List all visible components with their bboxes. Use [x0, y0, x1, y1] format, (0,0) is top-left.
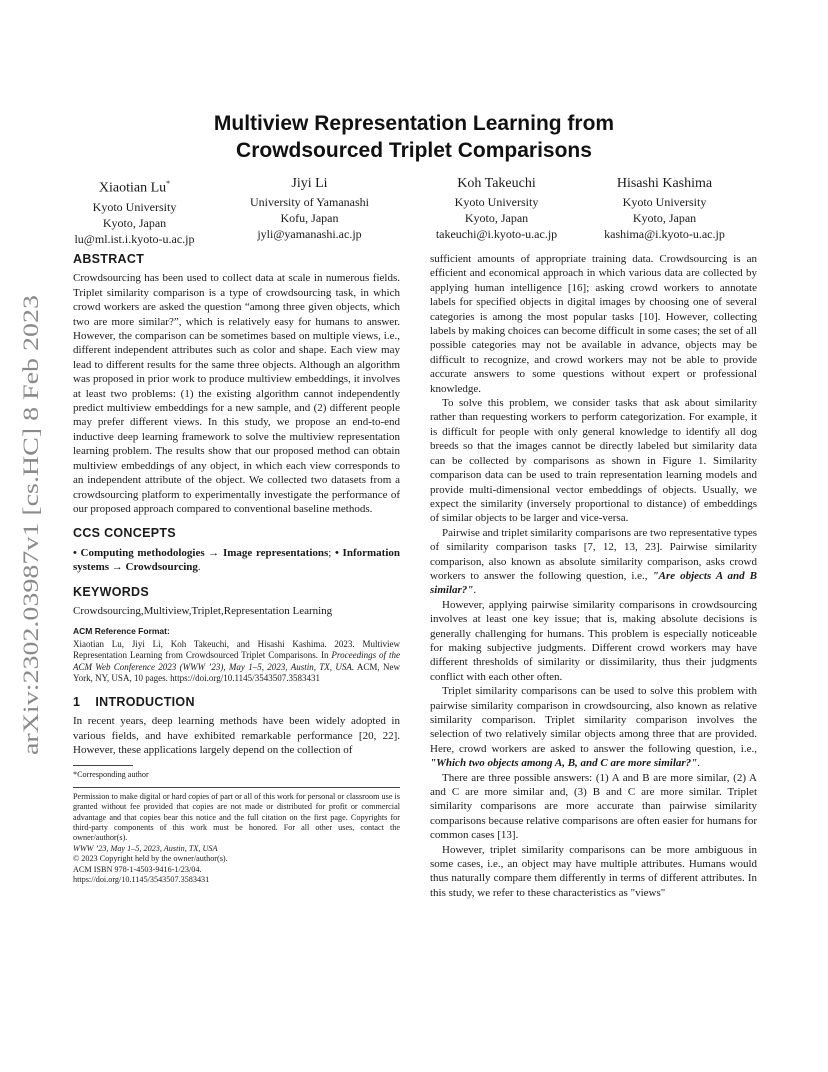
intro-paragraph-4: However, applying pairwise similarity comparisons in crowdsourcing involves at least one key issue; that is, making absolute decisions is generally challenging for humans. This problem is especially noticeable for making subjective judgments. Different crowd workers may have different thresholds of similarity or dissimilarity, thus their judgments conflict with each other often. — [430, 598, 757, 683]
corresponding-author-note: *Corresponding author — [73, 770, 149, 780]
pairwise-question: "Are objects A and B similar?" — [430, 569, 757, 597]
ccs-concept-1: • Computing methodologies → Image representations — [73, 546, 329, 559]
author-affiliation: Kyoto University — [454, 195, 539, 209]
arxiv-sidebar-stamp — [8, 290, 48, 760]
triplet-question: "Which two objects among A, B, and C are more similar?" — [430, 757, 698, 770]
author-location: Kyoto, Japan — [102, 215, 167, 230]
acm-reference-heading: ACM Reference Format: — [73, 626, 170, 637]
intro-paragraph-7: However, triplet similarity comparisons can be more ambiguous in some cases, i.e., an object may have multiple attributes. Humans would thus naturally compare them differently in terms of different attributes. In this study, we refer to these characteristics as "views" — [430, 843, 757, 899]
title-line-2: Crowdsourced Triplet Comparisons — [236, 139, 592, 162]
isbn-line: ACM ISBN 978-1-4503-9416-1/23/04. — [73, 864, 202, 874]
introduction-heading: 1 INTRODUCTION — [73, 694, 195, 709]
author-email: lu@ml.ist.i.kyoto-u.ac.jp — [74, 231, 195, 246]
acm-reference-text: Xiaotian Lu, Jiyi Li, Koh Takeuchi, and Hisashi Kashima. 2023. Multiview Representation Learning from Crowdsourced Triplet Comparisons. In Proceedings of the ACM Web Conference 2023 (WWW ’23), May 1–5, 2023, Austin, TX, USA. ACM, New York, NY, USA, 10 pages. https://doi.org/10.1145/3543507.3583431 — [73, 638, 400, 684]
author-name: Jiyi Li — [291, 176, 328, 191]
arxiv-stamp-svg — [8, 290, 48, 760]
title-line-1: Multiview Representation Learning from — [213, 112, 615, 135]
author-email: takeuchi@i.kyoto-u.ac.jp — [435, 227, 558, 241]
left-column — [73, 252, 400, 885]
author-2 — [222, 174, 397, 242]
author-email: jyli@yamanashi.ac.jp — [257, 227, 362, 241]
acm-reference-venue: Proceedings of the ACM Web Conference 2023 (WWW ’23), May 1–5, 2023, Austin, TX, USA. — [73, 650, 400, 672]
intro-paragraph-6: There are three possible answers: (1) A and B are more similar, (2) A and C are more similar and, (3) B and C are more similar. Triplet similarity comparisons are more accurate than pairwise similarity comparisons because relative comparisons are often easier for humans for common cases [13]. — [430, 771, 757, 842]
keywords-text: Crowdsourcing,Multiview,Triplet,Representation Learning — [73, 604, 333, 617]
author-name: Hisashi Kashima — [616, 176, 713, 191]
intro-paragraph-3: Pairwise and triplet similarity comparisons are two representative types of similarity comparison tasks [7, 12, 13, 23]. Pairwise similarity comparison, also known as absolute similarity comparison, asks crowd workers to answer the following question, i.e., "Are objects A and B similar?". — [430, 526, 757, 597]
author-name: Koh Takeuchi — [457, 176, 536, 191]
author-3 — [409, 174, 584, 242]
keywords-heading: KEYWORDS — [73, 584, 150, 599]
footnote-rule — [73, 765, 133, 766]
author-location: Kyoto, Japan — [632, 211, 697, 225]
arxiv-id-text: arXiv:2302.03987v1 [cs.HC] 8 Feb 2023 — [18, 393, 43, 755]
intro-paragraph-continued: sufficient amounts of appropriate training data. Crowdsourcing is an efficient and economical approach in which various data are collected by applying human intelligence [16]; asking crowd workers to annotate labels for specified objects in digital images by choosing one of several categories is among the most popular tasks [10]. However, collecting labels by making choices can become difficult in some cases; the set of all possible categories may not be available in advance, objects may be difficult to recognize, and crowd workers may not be able to provide accurate answers to some questions without expert or professional knowledge. — [430, 253, 757, 395]
author-email: kashima@i.kyoto-u.ac.jp — [604, 227, 725, 241]
abstract-text: Crowdsourcing has been used to collect data at scale in numerous fields. Triplet similarity comparison is a type of crowdsourcing task, in which crowd workers are asked the question “among three given objects, which two are more similar?”, which is relatively easy for humans to answer. However, the comparison can be sometimes based on multiple views, i.e., different independent attributes such as color and shape. Each view may lead to different results for the same three objects. Although an algorithm was proposed in prior work to produce multiview embeddings, it involves at least two problems: (1) the existing algorithm cannot independently predict multiview embeddings for a new sample, and (2) different people may prefer different views. In this study, we propose an end-to-end inductive deep learning framework to solve the multiview representation learning problem. The results show that our proposed method can obtain multiview embeddings of any object, in which each view corresponds to an independent attribute of the object. We collected two datasets from a crowdsourcing platform to experimentally investigate the performance of our proposed approach compared to conventional baseline methods. — [73, 272, 400, 515]
abstract-heading: ABSTRACT — [73, 252, 145, 266]
author-name: Xiaotian Lu* — [98, 179, 171, 196]
permission-rule — [73, 787, 400, 788]
author-affiliation: University of Yamanashi — [250, 195, 369, 209]
right-column — [430, 252, 757, 900]
intro-paragraph-5: Triplet similarity comparisons can be used to solve this problem with pairwise similarity comparison in crowdsourcing, also known as relative similarity comparison. Triplet similarity comparison involves the selection of two relatively similar objects among three that are provided. Here, crowd workers are asked to answer the following question, i.e., "Which two objects among A, B, and C are more similar?". — [430, 685, 757, 770]
ccs-concepts: • Computing methodologies → Image representations; • Information systems → Crowdsourcing. — [73, 546, 401, 574]
paper-title — [150, 110, 678, 164]
permission-notice: Permission to make digital or hard copies of part or all of this work for personal or classroom use is granted without fee provided that copies are not made or distributed for profit or commercial advantage and that copies bear this notice and the full citation on the first page. Copyrights for third-party components of this work must be honored. For all other uses, contact the owner/author(s). — [73, 791, 400, 843]
intro-paragraph-1: In recent years, deep learning methods have been widely adopted in various fields, and have exhibited remarkable performance [20, 22]. However, these applications largely depend on the collection of — [73, 715, 400, 756]
author-affiliation: Kyoto University — [92, 199, 177, 214]
author-4 — [577, 174, 752, 242]
intro-paragraph-2: To solve this problem, we consider tasks that ask about similarity rather than requesting workers to perform categorization. For example, it is difficult for people with only general knowledge to identify all dog breeds so that the images cannot be directly labeled but similarity data can be collected by comparisons as shown in Figure 1. Similarity comparison data can be used to train representation learning models and provide multi-dimensional vector embeddings of objects. Usually, we expect the similarity (inversely proportional to distance) of embeddings of similar objects to be larger and vice-versa. — [430, 397, 757, 525]
author-1 — [47, 174, 222, 247]
ccs-concept-2: • Information systems → Crowdsourcing — [73, 546, 401, 574]
doi-link[interactable]: https://doi.org/10.1145/3543507.3583431 — [73, 875, 210, 885]
copyright-line: © 2023 Copyright held by the owner/author(s). — [73, 854, 228, 864]
conference-info: WWW ’23, May 1–5, 2023, Austin, TX, USA — [73, 843, 218, 853]
author-location: Kofu, Japan — [280, 211, 339, 225]
ccs-heading: CCS CONCEPTS — [73, 526, 176, 541]
author-affiliation: Kyoto University — [622, 195, 707, 209]
author-location: Kyoto, Japan — [464, 211, 529, 225]
